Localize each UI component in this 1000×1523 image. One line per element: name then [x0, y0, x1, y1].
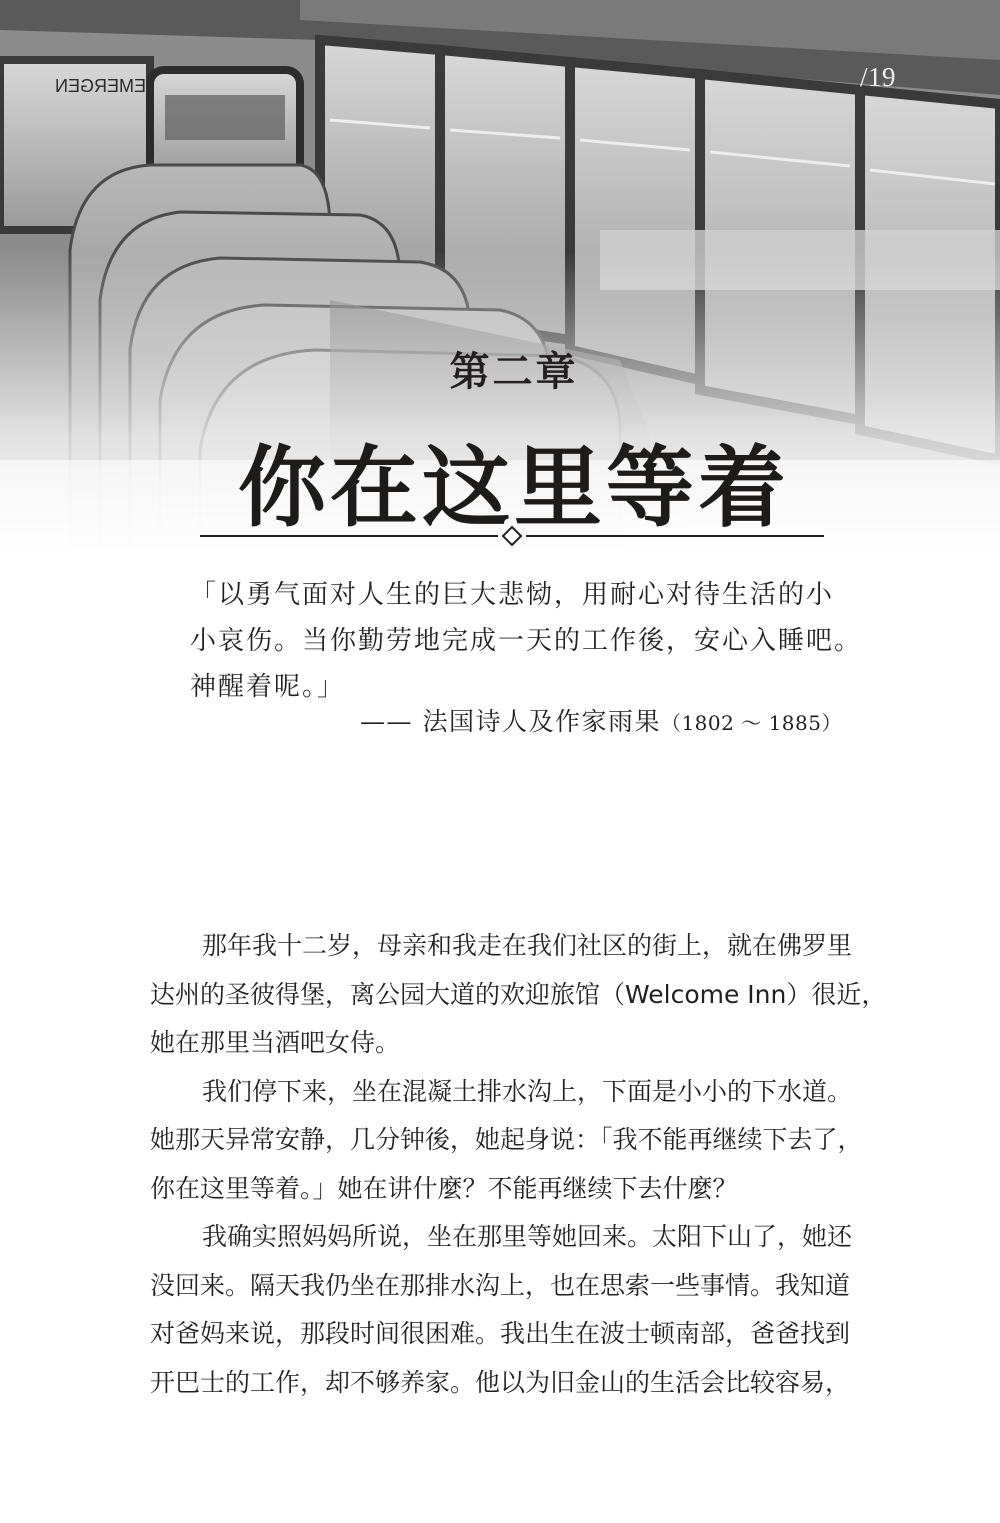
chapter-title: 你在这里等着 [237, 435, 790, 539]
paragraph [150, 922, 887, 1068]
text-line: 达州的圣彼得堡，离公园大道的欢迎旅馆（Welcome Inn）很近， [150, 979, 887, 1009]
text-line: 我确实照妈妈所说，坐在那里等她回来。太阳下山了，她还 [202, 1222, 853, 1251]
attribution-years: （1802 ～ 1885） [660, 711, 842, 735]
epigraph-line: 「以勇气面对人生的巨大悲恸，用耐心对待生活的小 [190, 580, 835, 610]
page-number: /19 [860, 62, 897, 92]
text-line: 那年我十二岁，母亲和我走在我们社区的街上，就在佛罗里 [202, 931, 853, 960]
text-line: 她那天异常安静，几分钟後，她起身说：「我不能再继续下去了， [150, 1125, 863, 1154]
chapter-label: 第二章 [449, 348, 579, 395]
text-line: 你在这里等着。」她在讲什麼？不能再继续下去什麼？ [150, 1173, 738, 1203]
paragraph [150, 1213, 880, 1407]
diamond-icon [503, 527, 521, 545]
ornament-divider [200, 524, 824, 548]
body-text [150, 922, 887, 1407]
text-line: 她在那里当酒吧女侍。 [150, 1028, 401, 1057]
paragraph [150, 1068, 880, 1214]
epigraph-quote [190, 572, 863, 710]
text-line: 没回来。隔天我仍坐在那排水沟上，也在思索一些事情。我知道 [150, 1270, 851, 1300]
epigraph-line: 神醒着呢。」 [190, 672, 346, 702]
text-line: 开巴士的工作，却不够养家。他以为旧金山的生活会比较容易， [150, 1367, 851, 1397]
text-line: 我们停下来，坐在混凝土排水沟上，下面是小小的下水道。 [202, 1076, 853, 1106]
epigraph-line: 小哀伤。当你勤劳地完成一天的工作後，安心入睡吧。 [190, 626, 863, 656]
attribution-author: —— 法国诗人及作家雨果 [360, 707, 661, 736]
epigraph-attribution [360, 705, 840, 740]
text-line: 对爸妈来说，那段时间很困难。我出生在波士顿南部，爸爸找到 [150, 1319, 851, 1348]
